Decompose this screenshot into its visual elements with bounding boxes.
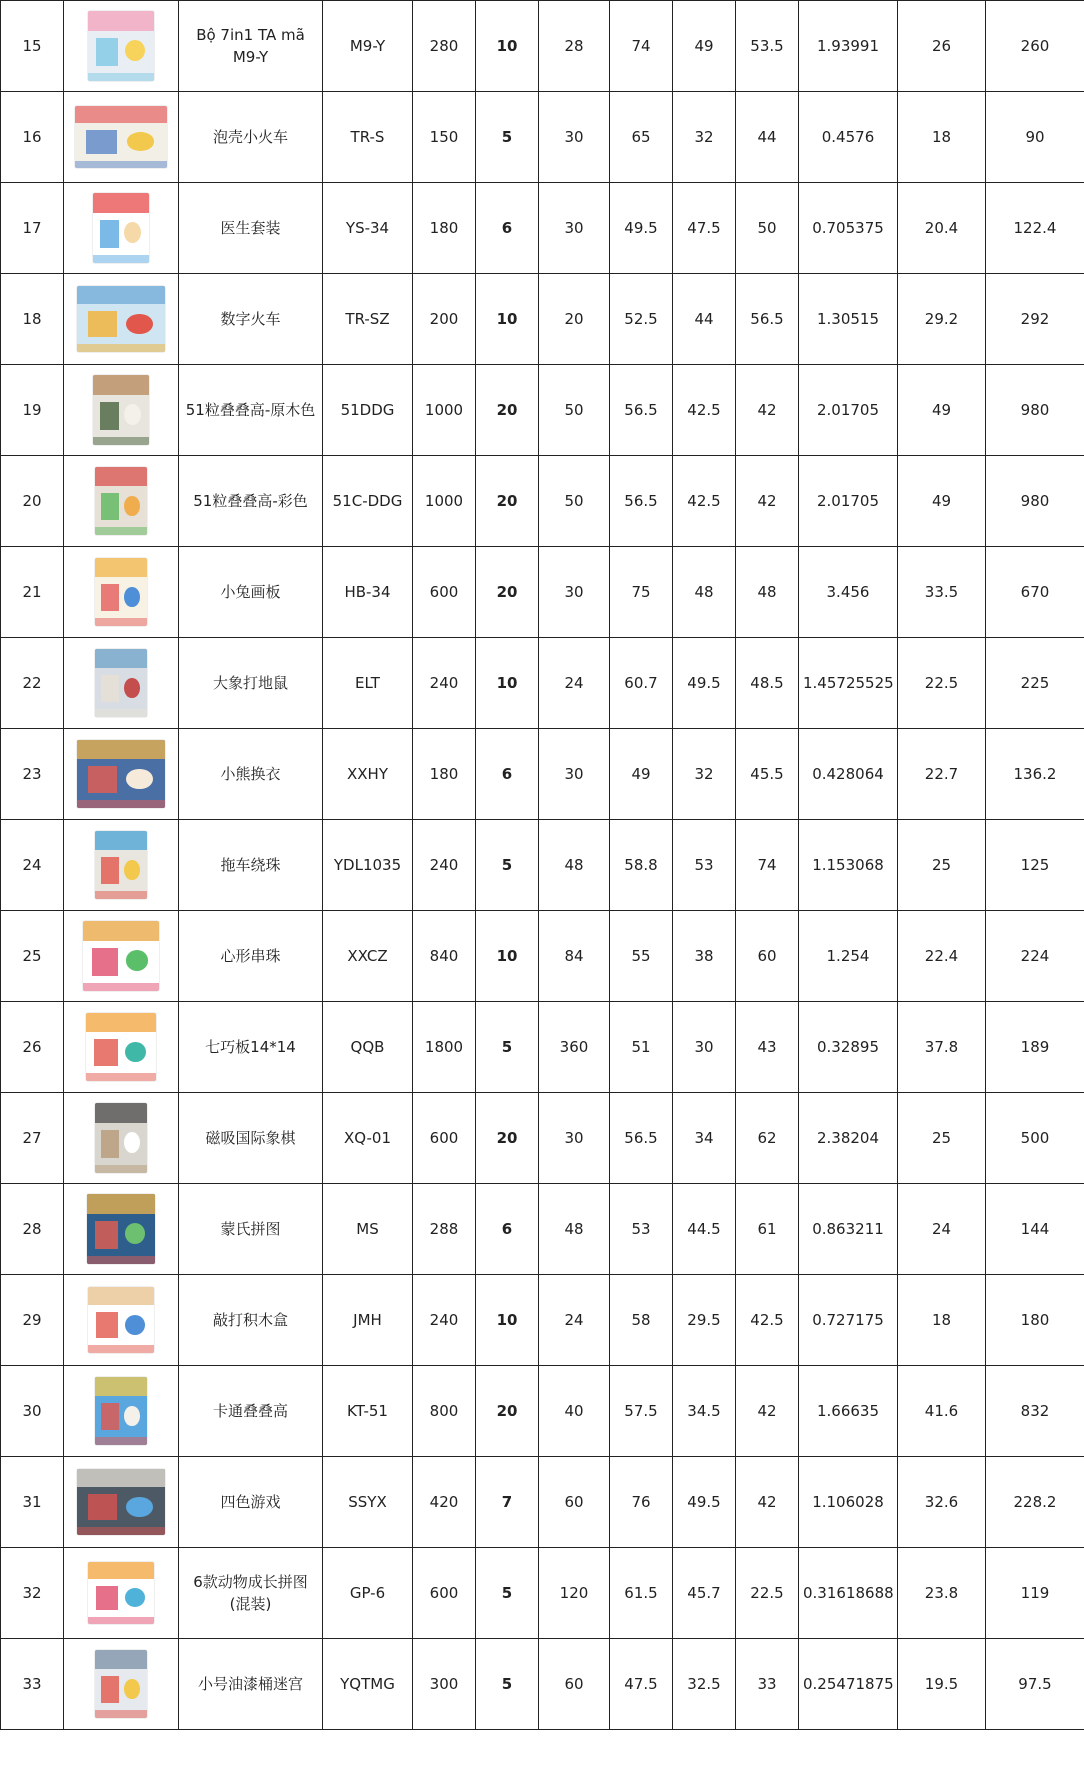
elephant-whack-a-mole-box-photo bbox=[95, 649, 147, 717]
carton-count-cell: 48 bbox=[539, 820, 610, 911]
table-row bbox=[1, 1457, 1084, 1548]
length-cell: 65 bbox=[610, 92, 673, 183]
row-number-cell: 29 bbox=[1, 1275, 64, 1366]
table-row bbox=[1, 1275, 1084, 1366]
product-name-cell: Bộ 7in1 TA mã M9-Y bbox=[179, 1, 323, 92]
animal-growth-puzzles-photo bbox=[88, 1562, 154, 1624]
weight-cell: 29.2 bbox=[898, 274, 986, 365]
height-cell: 53.5 bbox=[736, 1, 799, 92]
height-cell: 61 bbox=[736, 1184, 799, 1275]
volume-cell: 1.30515 bbox=[799, 274, 898, 365]
product-code-cell: JMH bbox=[323, 1275, 413, 1366]
product-name-cell: 卡通叠叠高 bbox=[179, 1366, 323, 1457]
length-cell: 53 bbox=[610, 1184, 673, 1275]
tangram-photo bbox=[86, 1013, 156, 1081]
packing-count-cell: 6 bbox=[476, 729, 539, 820]
total-cell: 136.2 bbox=[986, 729, 1084, 820]
total-cell: 500 bbox=[986, 1093, 1084, 1184]
table-row bbox=[1, 547, 1084, 638]
packing-count-cell: 20 bbox=[476, 456, 539, 547]
packing-count-cell: 7 bbox=[476, 1457, 539, 1548]
packing-count-cell: 5 bbox=[476, 1548, 539, 1639]
height-cell: 22.5 bbox=[736, 1548, 799, 1639]
carton-count-cell: 30 bbox=[539, 729, 610, 820]
total-cell: 180 bbox=[986, 1275, 1084, 1366]
length-cell: 56.5 bbox=[610, 365, 673, 456]
volume-cell: 1.66635 bbox=[799, 1366, 898, 1457]
carton-count-cell: 360 bbox=[539, 1002, 610, 1093]
width-cell: 42.5 bbox=[673, 456, 736, 547]
packing-count-cell: 10 bbox=[476, 274, 539, 365]
product-image-cell bbox=[64, 1184, 179, 1275]
row-number-cell: 16 bbox=[1, 92, 64, 183]
product-name-cell: 数字火车 bbox=[179, 274, 323, 365]
product-image-cell bbox=[64, 1457, 179, 1548]
carton-count-cell: 30 bbox=[539, 1093, 610, 1184]
packing-count-cell: 5 bbox=[476, 820, 539, 911]
product-code-cell: MS bbox=[323, 1184, 413, 1275]
row-number-cell: 30 bbox=[1, 1366, 64, 1457]
volume-cell: 0.705375 bbox=[799, 183, 898, 274]
width-cell: 53 bbox=[673, 820, 736, 911]
carton-count-cell: 30 bbox=[539, 547, 610, 638]
weight-cell: 41.6 bbox=[898, 1366, 986, 1457]
product-name-cell: 小号油漆桶迷宫 bbox=[179, 1639, 323, 1730]
row-number-cell: 21 bbox=[1, 547, 64, 638]
row-number-cell: 28 bbox=[1, 1184, 64, 1275]
bear-dress-up-box-photo bbox=[77, 740, 165, 808]
packing-count-cell: 20 bbox=[476, 1093, 539, 1184]
quantity-cell: 1000 bbox=[413, 456, 476, 547]
montessori-puzzle-photo bbox=[87, 1194, 155, 1264]
quantity-cell: 1800 bbox=[413, 1002, 476, 1093]
carton-count-cell: 48 bbox=[539, 1184, 610, 1275]
row-number-cell: 32 bbox=[1, 1548, 64, 1639]
height-cell: 50 bbox=[736, 183, 799, 274]
carton-count-cell: 50 bbox=[539, 365, 610, 456]
length-cell: 55 bbox=[610, 911, 673, 1002]
width-cell: 49.5 bbox=[673, 1457, 736, 1548]
total-cell: 292 bbox=[986, 274, 1084, 365]
product-name-cell: 51粒叠叠高-彩色 bbox=[179, 456, 323, 547]
table-row bbox=[1, 365, 1084, 456]
total-cell: 125 bbox=[986, 820, 1084, 911]
weight-cell: 20.4 bbox=[898, 183, 986, 274]
product-image-cell bbox=[64, 1275, 179, 1366]
width-cell: 30 bbox=[673, 1002, 736, 1093]
product-code-cell: M9-Y bbox=[323, 1, 413, 92]
product-code-cell: 51DDG bbox=[323, 365, 413, 456]
product-name-cell: 心形串珠 bbox=[179, 911, 323, 1002]
product-name-cell: 四色游戏 bbox=[179, 1457, 323, 1548]
table-row bbox=[1, 1548, 1084, 1639]
row-number-cell: 23 bbox=[1, 729, 64, 820]
volume-cell: 0.428064 bbox=[799, 729, 898, 820]
volume-cell: 2.01705 bbox=[799, 365, 898, 456]
width-cell: 45.7 bbox=[673, 1548, 736, 1639]
paint-bucket-maze-box-photo bbox=[95, 1650, 147, 1718]
total-cell: 670 bbox=[986, 547, 1084, 638]
quantity-cell: 840 bbox=[413, 911, 476, 1002]
packing-count-cell: 5 bbox=[476, 1002, 539, 1093]
height-cell: 43 bbox=[736, 1002, 799, 1093]
product-code-cell: YS-34 bbox=[323, 183, 413, 274]
width-cell: 32 bbox=[673, 729, 736, 820]
table-row bbox=[1, 274, 1084, 365]
quantity-cell: 600 bbox=[413, 1548, 476, 1639]
product-image-cell bbox=[64, 911, 179, 1002]
table-row bbox=[1, 92, 1084, 183]
quantity-cell: 600 bbox=[413, 1093, 476, 1184]
product-code-cell: YDL1035 bbox=[323, 820, 413, 911]
width-cell: 34 bbox=[673, 1093, 736, 1184]
carton-count-cell: 84 bbox=[539, 911, 610, 1002]
table-row bbox=[1, 183, 1084, 274]
product-image-cell bbox=[64, 92, 179, 183]
volume-cell: 3.456 bbox=[799, 547, 898, 638]
total-cell: 119 bbox=[986, 1548, 1084, 1639]
packing-count-cell: 10 bbox=[476, 1275, 539, 1366]
width-cell: 32.5 bbox=[673, 1639, 736, 1730]
bead-maze-cart-box-photo bbox=[95, 831, 147, 899]
length-cell: 52.5 bbox=[610, 274, 673, 365]
weight-cell: 49 bbox=[898, 365, 986, 456]
pounding-block-box-photo bbox=[88, 1287, 154, 1353]
carton-count-cell: 28 bbox=[539, 1, 610, 92]
width-cell: 38 bbox=[673, 911, 736, 1002]
row-number-cell: 25 bbox=[1, 911, 64, 1002]
table-row bbox=[1, 638, 1084, 729]
weight-cell: 32.6 bbox=[898, 1457, 986, 1548]
weight-cell: 26 bbox=[898, 1, 986, 92]
quantity-cell: 288 bbox=[413, 1184, 476, 1275]
length-cell: 76 bbox=[610, 1457, 673, 1548]
total-cell: 90 bbox=[986, 92, 1084, 183]
length-cell: 56.5 bbox=[610, 1093, 673, 1184]
product-code-cell: ELT bbox=[323, 638, 413, 729]
quantity-cell: 180 bbox=[413, 729, 476, 820]
product-code-cell: QQB bbox=[323, 1002, 413, 1093]
height-cell: 44 bbox=[736, 92, 799, 183]
weight-cell: 37.8 bbox=[898, 1002, 986, 1093]
cartoon-stacking-tower-box-photo bbox=[95, 1377, 147, 1445]
height-cell: 42 bbox=[736, 1366, 799, 1457]
volume-cell: 1.153068 bbox=[799, 820, 898, 911]
product-name-cell: 医生套装 bbox=[179, 183, 323, 274]
total-cell: 189 bbox=[986, 1002, 1084, 1093]
stacking-blocks-natural-box-photo bbox=[93, 375, 149, 445]
doctor-kit-photo bbox=[93, 193, 149, 263]
weight-cell: 22.7 bbox=[898, 729, 986, 820]
width-cell: 44 bbox=[673, 274, 736, 365]
table-row bbox=[1, 729, 1084, 820]
quantity-cell: 240 bbox=[413, 638, 476, 729]
product-name-cell: 七巧板14*14 bbox=[179, 1002, 323, 1093]
total-cell: 224 bbox=[986, 911, 1084, 1002]
length-cell: 49 bbox=[610, 729, 673, 820]
product-code-cell: XXCZ bbox=[323, 911, 413, 1002]
length-cell: 49.5 bbox=[610, 183, 673, 274]
height-cell: 42.5 bbox=[736, 1275, 799, 1366]
height-cell: 74 bbox=[736, 820, 799, 911]
carton-count-cell: 50 bbox=[539, 456, 610, 547]
row-number-cell: 31 bbox=[1, 1457, 64, 1548]
weight-cell: 24 bbox=[898, 1184, 986, 1275]
height-cell: 62 bbox=[736, 1093, 799, 1184]
table-row bbox=[1, 1366, 1084, 1457]
carton-count-cell: 20 bbox=[539, 274, 610, 365]
product-image-cell bbox=[64, 365, 179, 456]
magnetic-letter-car-box-photo bbox=[75, 106, 167, 168]
rabbit-drawing-board-photo bbox=[95, 558, 147, 626]
product-code-cell: XXHY bbox=[323, 729, 413, 820]
packing-count-cell: 5 bbox=[476, 1639, 539, 1730]
product-image-cell bbox=[64, 1093, 179, 1184]
product-image-cell bbox=[64, 1639, 179, 1730]
quantity-cell: 300 bbox=[413, 1639, 476, 1730]
product-code-cell: XQ-01 bbox=[323, 1093, 413, 1184]
width-cell: 42.5 bbox=[673, 365, 736, 456]
quantity-cell: 280 bbox=[413, 1, 476, 92]
volume-cell: 0.4576 bbox=[799, 92, 898, 183]
weight-cell: 18 bbox=[898, 92, 986, 183]
height-cell: 48 bbox=[736, 547, 799, 638]
length-cell: 61.5 bbox=[610, 1548, 673, 1639]
width-cell: 32 bbox=[673, 92, 736, 183]
row-number-cell: 15 bbox=[1, 1, 64, 92]
row-number-cell: 24 bbox=[1, 820, 64, 911]
weight-cell: 23.8 bbox=[898, 1548, 986, 1639]
volume-cell: 0.727175 bbox=[799, 1275, 898, 1366]
product-code-cell: TR-SZ bbox=[323, 274, 413, 365]
four-color-game-boxes-photo bbox=[77, 1469, 165, 1535]
product-name-cell: 大象打地鼠 bbox=[179, 638, 323, 729]
quantity-cell: 200 bbox=[413, 274, 476, 365]
volume-cell: 1.106028 bbox=[799, 1457, 898, 1548]
heart-beads-photo bbox=[83, 921, 159, 991]
width-cell: 44.5 bbox=[673, 1184, 736, 1275]
weight-cell: 18 bbox=[898, 1275, 986, 1366]
height-cell: 42 bbox=[736, 365, 799, 456]
table-row bbox=[1, 1, 1084, 92]
product-code-cell: GP-6 bbox=[323, 1548, 413, 1639]
width-cell: 47.5 bbox=[673, 183, 736, 274]
volume-cell: 0.863211 bbox=[799, 1184, 898, 1275]
carton-count-cell: 30 bbox=[539, 92, 610, 183]
table-row bbox=[1, 820, 1084, 911]
wooden-letter-number-board-photo bbox=[88, 11, 154, 81]
total-cell: 980 bbox=[986, 456, 1084, 547]
weight-cell: 19.5 bbox=[898, 1639, 986, 1730]
total-cell: 144 bbox=[986, 1184, 1084, 1275]
quantity-cell: 150 bbox=[413, 92, 476, 183]
volume-cell: 0.25471875 bbox=[799, 1639, 898, 1730]
weight-cell: 49 bbox=[898, 456, 986, 547]
packing-count-cell: 20 bbox=[476, 547, 539, 638]
row-number-cell: 26 bbox=[1, 1002, 64, 1093]
height-cell: 42 bbox=[736, 1457, 799, 1548]
product-code-cell: KT-51 bbox=[323, 1366, 413, 1457]
table-row bbox=[1, 911, 1084, 1002]
product-image-cell bbox=[64, 638, 179, 729]
quantity-cell: 240 bbox=[413, 1275, 476, 1366]
quantity-cell: 420 bbox=[413, 1457, 476, 1548]
packing-count-cell: 10 bbox=[476, 1, 539, 92]
product-image-cell bbox=[64, 1, 179, 92]
packing-count-cell: 5 bbox=[476, 92, 539, 183]
packing-count-cell: 20 bbox=[476, 365, 539, 456]
length-cell: 57.5 bbox=[610, 1366, 673, 1457]
length-cell: 47.5 bbox=[610, 1639, 673, 1730]
packing-count-cell: 6 bbox=[476, 1184, 539, 1275]
product-code-cell: 51C-DDG bbox=[323, 456, 413, 547]
height-cell: 48.5 bbox=[736, 638, 799, 729]
product-name-cell: 小兔画板 bbox=[179, 547, 323, 638]
packing-count-cell: 20 bbox=[476, 1366, 539, 1457]
length-cell: 58.8 bbox=[610, 820, 673, 911]
product-name-cell: 拖车绕珠 bbox=[179, 820, 323, 911]
width-cell: 29.5 bbox=[673, 1275, 736, 1366]
packing-count-cell: 6 bbox=[476, 183, 539, 274]
product-code-cell: YQTMG bbox=[323, 1639, 413, 1730]
length-cell: 51 bbox=[610, 1002, 673, 1093]
product-name-cell: 小熊换衣 bbox=[179, 729, 323, 820]
weight-cell: 22.5 bbox=[898, 638, 986, 729]
weight-cell: 22.4 bbox=[898, 911, 986, 1002]
packing-count-cell: 10 bbox=[476, 911, 539, 1002]
table-row bbox=[1, 1184, 1084, 1275]
volume-cell: 2.38204 bbox=[799, 1093, 898, 1184]
length-cell: 75 bbox=[610, 547, 673, 638]
total-cell: 225 bbox=[986, 638, 1084, 729]
product-name-cell: 51粒叠叠高-原木色 bbox=[179, 365, 323, 456]
product-code-cell: TR-S bbox=[323, 92, 413, 183]
table-row bbox=[1, 1002, 1084, 1093]
number-train-box-photo bbox=[77, 286, 165, 352]
height-cell: 42 bbox=[736, 456, 799, 547]
row-number-cell: 19 bbox=[1, 365, 64, 456]
volume-cell: 1.254 bbox=[799, 911, 898, 1002]
table-body bbox=[1, 1, 1084, 1730]
length-cell: 56.5 bbox=[610, 456, 673, 547]
volume-cell: 1.93991 bbox=[799, 1, 898, 92]
carton-count-cell: 60 bbox=[539, 1457, 610, 1548]
width-cell: 49 bbox=[673, 1, 736, 92]
row-number-cell: 18 bbox=[1, 274, 64, 365]
carton-count-cell: 24 bbox=[539, 638, 610, 729]
row-number-cell: 22 bbox=[1, 638, 64, 729]
product-image-cell bbox=[64, 820, 179, 911]
product-image-cell bbox=[64, 183, 179, 274]
row-number-cell: 17 bbox=[1, 183, 64, 274]
product-image-cell bbox=[64, 1548, 179, 1639]
product-image-cell bbox=[64, 1366, 179, 1457]
height-cell: 45.5 bbox=[736, 729, 799, 820]
carton-count-cell: 24 bbox=[539, 1275, 610, 1366]
stacking-blocks-color-box-photo bbox=[95, 467, 147, 535]
product-code-cell: HB-34 bbox=[323, 547, 413, 638]
total-cell: 228.2 bbox=[986, 1457, 1084, 1548]
length-cell: 58 bbox=[610, 1275, 673, 1366]
weight-cell: 25 bbox=[898, 1093, 986, 1184]
volume-cell: 0.31618688 bbox=[799, 1548, 898, 1639]
width-cell: 34.5 bbox=[673, 1366, 736, 1457]
total-cell: 122.4 bbox=[986, 183, 1084, 274]
carton-count-cell: 60 bbox=[539, 1639, 610, 1730]
total-cell: 97.5 bbox=[986, 1639, 1084, 1730]
quantity-cell: 240 bbox=[413, 820, 476, 911]
volume-cell: 2.01705 bbox=[799, 456, 898, 547]
length-cell: 74 bbox=[610, 1, 673, 92]
product-image-cell bbox=[64, 547, 179, 638]
height-cell: 56.5 bbox=[736, 274, 799, 365]
product-name-cell: 蒙氏拼图 bbox=[179, 1184, 323, 1275]
height-cell: 60 bbox=[736, 911, 799, 1002]
total-cell: 832 bbox=[986, 1366, 1084, 1457]
carton-count-cell: 120 bbox=[539, 1548, 610, 1639]
quantity-cell: 180 bbox=[413, 183, 476, 274]
row-number-cell: 20 bbox=[1, 456, 64, 547]
row-number-cell: 33 bbox=[1, 1639, 64, 1730]
total-cell: 260 bbox=[986, 1, 1084, 92]
quantity-cell: 600 bbox=[413, 547, 476, 638]
length-cell: 60.7 bbox=[610, 638, 673, 729]
quantity-cell: 1000 bbox=[413, 365, 476, 456]
product-name-cell: 敲打积木盒 bbox=[179, 1275, 323, 1366]
carton-count-cell: 40 bbox=[539, 1366, 610, 1457]
volume-cell: 0.32895 bbox=[799, 1002, 898, 1093]
weight-cell: 25 bbox=[898, 820, 986, 911]
width-cell: 48 bbox=[673, 547, 736, 638]
table-row bbox=[1, 456, 1084, 547]
row-number-cell: 27 bbox=[1, 1093, 64, 1184]
magnetic-chess-box-photo bbox=[95, 1103, 147, 1173]
product-name-cell: 泡壳小火车 bbox=[179, 92, 323, 183]
volume-cell: 1.45725525 bbox=[799, 638, 898, 729]
width-cell: 49.5 bbox=[673, 638, 736, 729]
weight-cell: 33.5 bbox=[898, 547, 986, 638]
quantity-cell: 800 bbox=[413, 1366, 476, 1457]
carton-count-cell: 30 bbox=[539, 183, 610, 274]
product-name-cell: 磁吸国际象棋 bbox=[179, 1093, 323, 1184]
product-code-cell: SSYX bbox=[323, 1457, 413, 1548]
product-image-cell bbox=[64, 729, 179, 820]
packing-count-cell: 10 bbox=[476, 638, 539, 729]
height-cell: 33 bbox=[736, 1639, 799, 1730]
product-image-cell bbox=[64, 1002, 179, 1093]
total-cell: 980 bbox=[986, 365, 1084, 456]
product-image-cell bbox=[64, 456, 179, 547]
table-row bbox=[1, 1093, 1084, 1184]
table-row bbox=[1, 1639, 1084, 1730]
product-image-cell bbox=[64, 274, 179, 365]
product-name-cell: 6款动物成长拼图(混装) bbox=[179, 1548, 323, 1639]
